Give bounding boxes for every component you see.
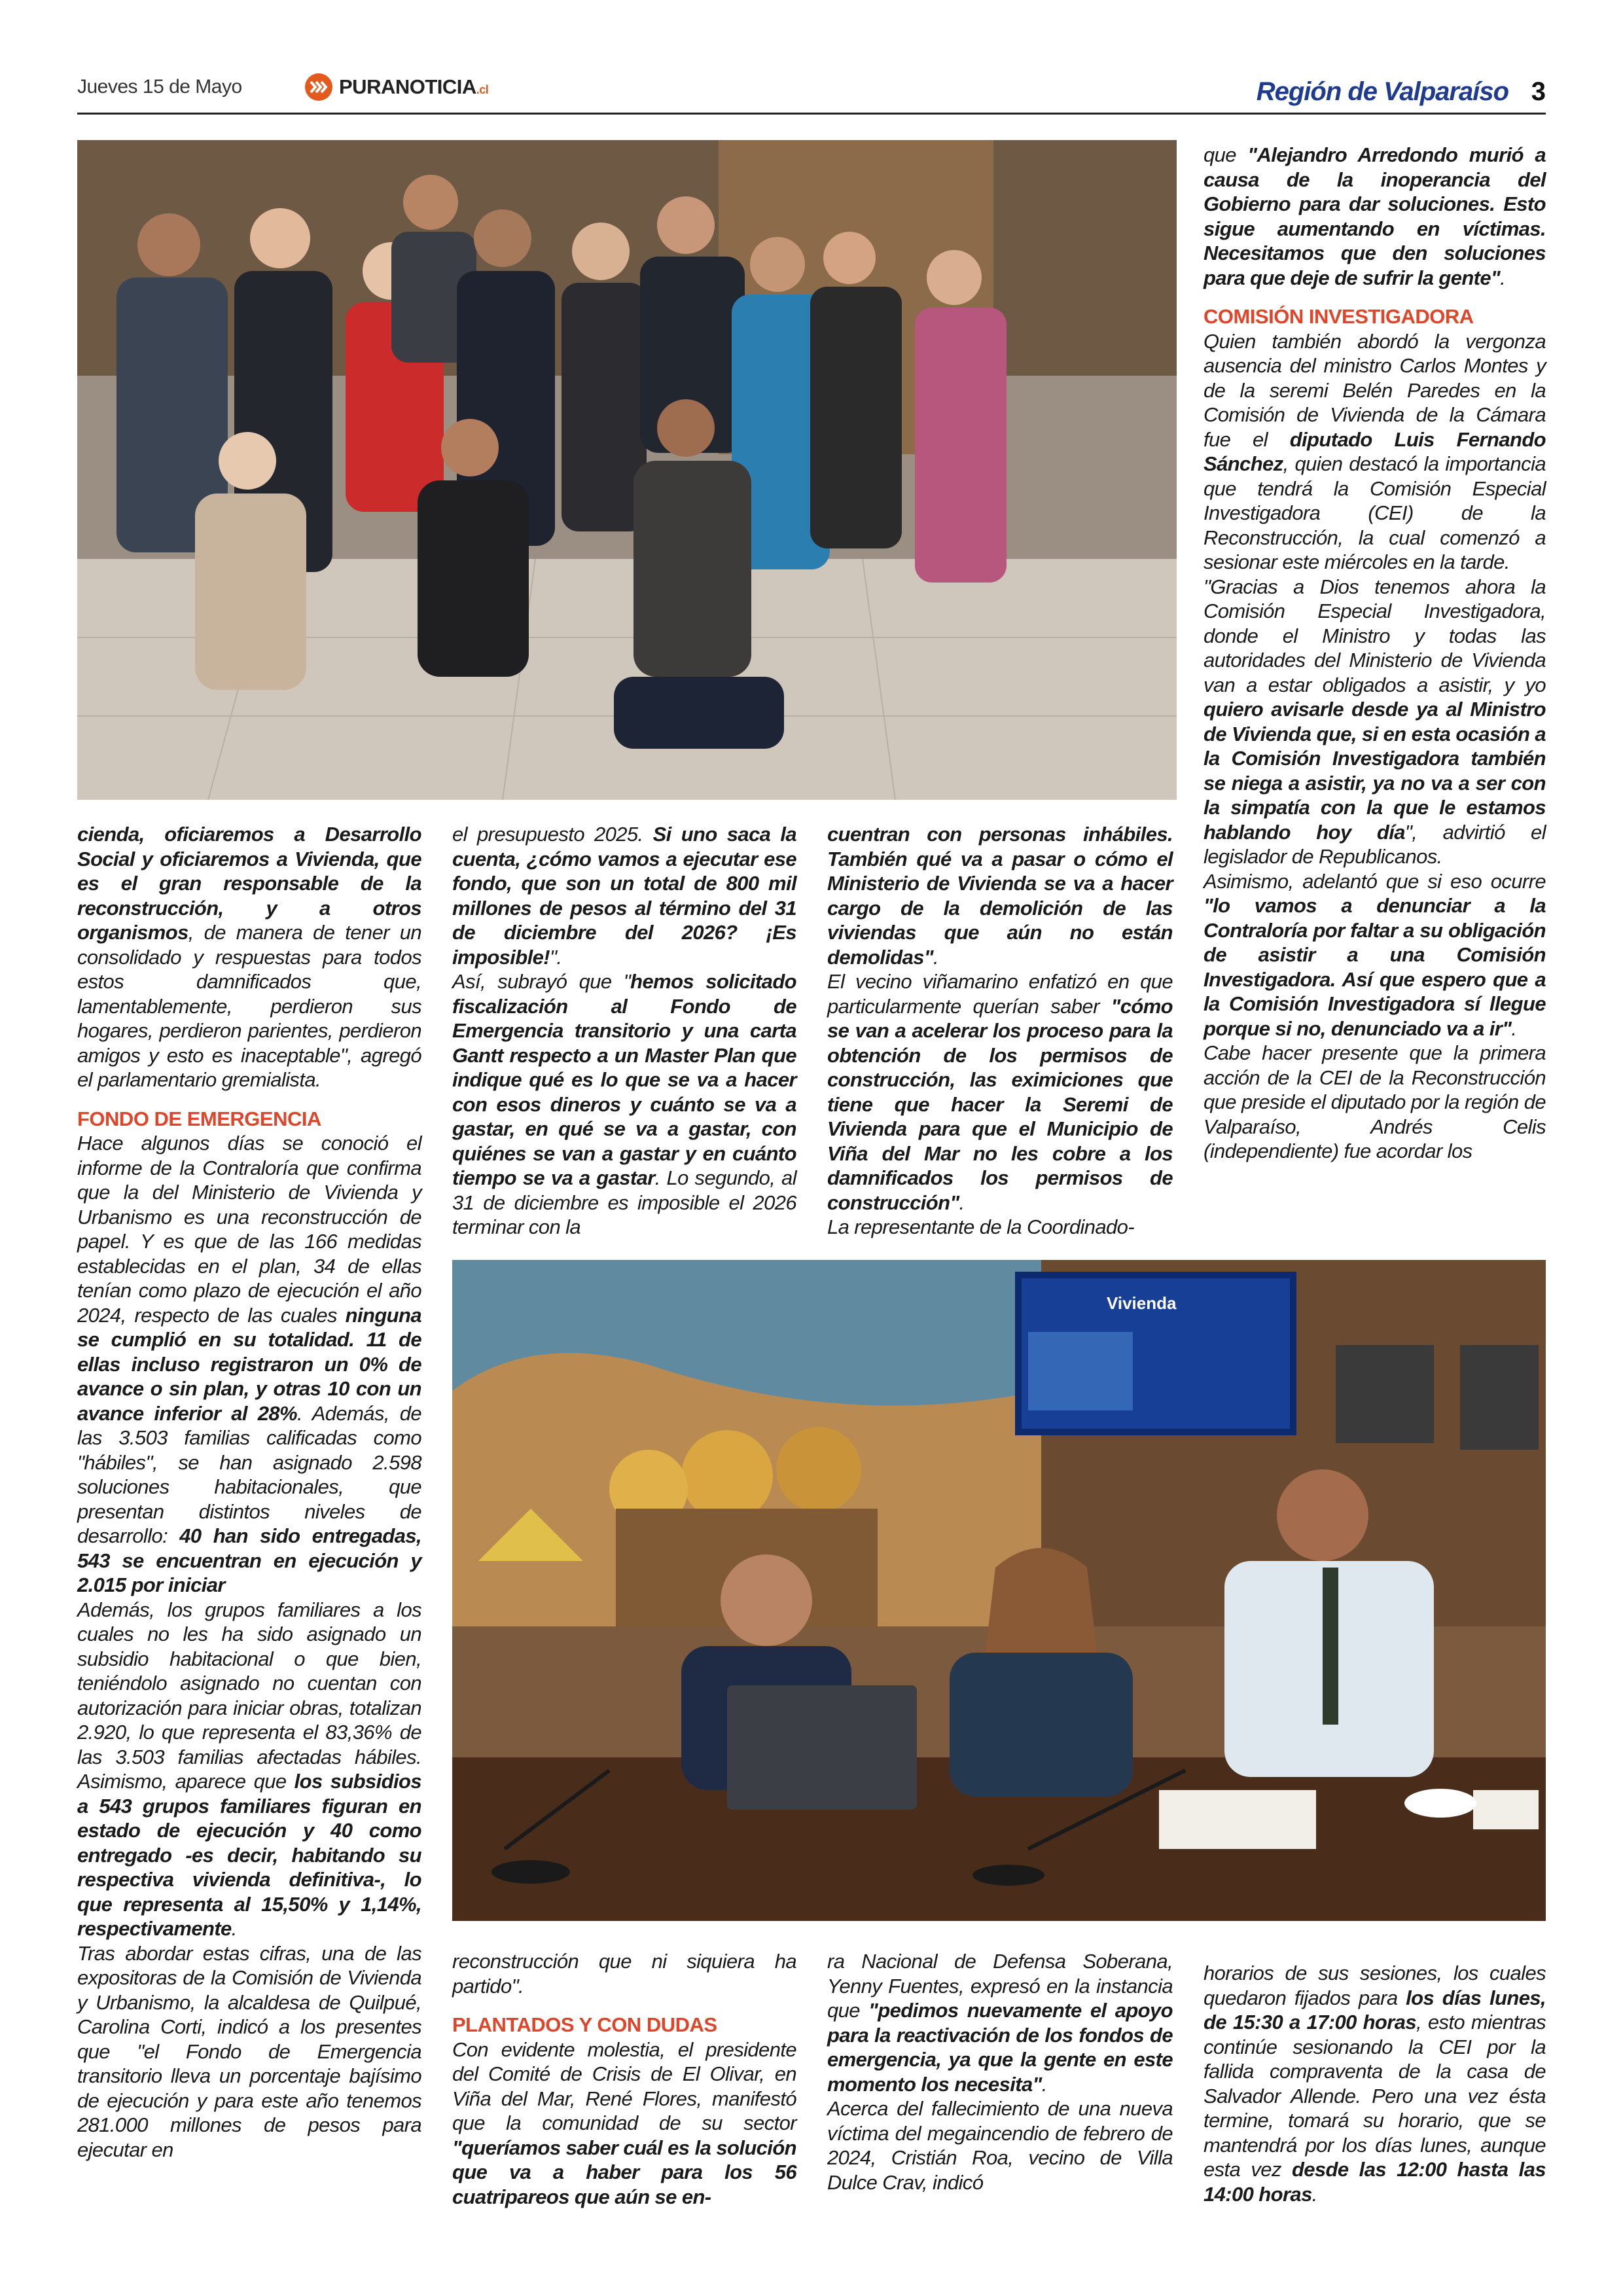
bold-text: cuentran con personas inhábiles. También qué va a pasar o cómo el Ministerio de Vivienda se va a hacer cargo de la demolición de las viviendas que aún no están demolidas": [827, 823, 1173, 969]
paragraph: [1204, 143, 1546, 290]
bold-text: ninguna se cumplió en su totalidad. 11 de ellas incluso registraron un 0% de avance o sin plan, y otras 10 con un avance inferior al 28%: [77, 1303, 421, 1425]
paragraph: [452, 969, 796, 1240]
paragraph: [1204, 1961, 1546, 2206]
text: .: [933, 945, 939, 969]
text: Quien también abordó la vergonza ausencia del ministro Carlos Montes y de la seremi Belén Paredes en la Comisión de Vivienda de la Cámara fue el: [1204, 329, 1546, 451]
header-rule: [77, 113, 1546, 115]
quote-text: "lo vamos a denunciar a la Contraloría por faltar a su obligación de asistir a una Comisión Investigadora. Así que espero que a la Comisión Investigadora sí llegue porque si no, denunciado va a ir": [1204, 894, 1546, 1040]
text: . Además, de las 3.503 familias calificadas como "hábiles", se han asignado 2.598 soluciones habitacionales, que presentan distintos niveles de desarrollo:: [77, 1401, 421, 1547]
text: ", advirtió el legislador de Republicanos.: [1204, 820, 1546, 868]
bottom-photo: [452, 1260, 1546, 1921]
text: Asimismo, adelantó que si eso ocurre: [1204, 869, 1546, 893]
column-2-bottom: [452, 1949, 796, 2209]
text: .: [1500, 266, 1506, 289]
quote-text: "Alejandro Arredondo murió a causa de la inoperancia del Gobierno para dar soluciones. Esto sigue aumentando en víctimas. Necesitamos que den soluciones para que deje de sufrir la gente": [1204, 143, 1546, 289]
text: .: [959, 1191, 965, 1214]
paragraph: La representante de la Coordinado-: [827, 1215, 1135, 1238]
paragraph: [77, 822, 421, 1092]
text: "Gracias a Dios tenemos ahora la Comisión Especial Investigadora, donde el Ministro y todas las autoridades del Ministerio de Vivienda van a estar obligados a asistir, y yo: [1204, 575, 1546, 696]
text: que: [1204, 143, 1248, 166]
text: , esto mientras continúe sesionando la CEI por la fallida compraventa de la casa de Salvador Allende. Pero una vez ésta termine, tomará su horario, que se mantendrá por los días lunes, aunque esta vez: [1204, 2011, 1546, 2181]
text: .: [1511, 1016, 1517, 1040]
text: ra Nacional de Defensa Soberana, Yenny Fuentes, expresó en la instancia que: [827, 1950, 1173, 2022]
paragraph: Cabe hacer presente que la primera acción de la CEI de la Reconstrucción que preside el diputado por la región de Valparaíso, Andrés Celis (independiente) fue acordar los: [1204, 1041, 1546, 1162]
page-date: Jueves 15 de Mayo: [77, 76, 242, 98]
bold-text: diputado Luis Fernando Sánchez: [1204, 427, 1546, 475]
text: ".: [550, 945, 562, 969]
text: , quien destacó la importancia que tendrá la Comisión Especial Investigadora (CEI) de la Reconstrucción, la cual comenzó a sesionar este miércoles en la tarde.: [1204, 452, 1546, 573]
text: Con evidente molestia, el presidente del Comité de Crisis de El Olivar, en Viña del Mar, René Flores, manifestó que la comunidad de su sector: [452, 2037, 796, 2134]
paragraph: [827, 1949, 1173, 2096]
quote-text: "queríamos saber cuál es la solución que va a haber para los 56 cuatripareos que aún se en-: [452, 2136, 796, 2208]
logo-arrows-icon: [305, 73, 332, 101]
quote-text: "cómo se van a acelerar los proceso para la obtención de los permisos de construcción, las eximiciones que tiene que hacer la Seremi de Vivienda para que el Municipio de Viña del Mar no les cobre a los damnificados los permisos de construcción": [827, 994, 1173, 1214]
paragraph: [827, 969, 1173, 1215]
paragraph: [77, 1598, 421, 1941]
column-2-top: [452, 822, 796, 1240]
bold-text: los días lunes, de 15:30 a 17:00 horas: [1204, 1986, 1546, 2034]
paragraph: [452, 2037, 796, 2210]
logo-suffix: .cl: [476, 83, 489, 96]
publication-logo: [305, 73, 488, 101]
text: .: [231, 1917, 237, 1940]
screen-title: Vivienda: [1107, 1293, 1177, 1313]
paragraph: [1204, 869, 1546, 1041]
paragraph: [77, 1131, 421, 1598]
text: horarios de sus sesiones, los cuales quedaron fijados para: [1204, 1962, 1546, 2009]
bold-text: Si uno saca la cuenta, ¿cómo vamos a ejecutar ese fondo, que son un total de 800 mil millones de pesos al término del 31 de diciembre del 2026? ¡Es imposible!: [452, 823, 796, 969]
page-number: 3: [1531, 77, 1546, 106]
bold-text: hemos solicitado fiscalización al Fondo de Emergencia transitorio y una carta Gantt respecto a un Master Plan que indique qué es lo que se va a hacer con esos dineros y cuánto se va a gastar, en qué se va a gastar, con quiénes se van a gastar y en cuánto tiempo se va a gastar: [452, 970, 796, 1189]
paragraph: [827, 822, 1173, 969]
top-photo: [77, 140, 1177, 800]
quote-text: "pedimos nuevamente el apoyo para la reactivación de los fondos de emergencia, ya que la gente en este momento los necesita": [827, 1999, 1173, 2096]
text: El vecino viñamarino enfatizó en que particularmente querían saber: [827, 970, 1173, 1018]
text: Además, los grupos familiares a los cuales no les ha sido asignado un subsidio habitacional o que bien, teniéndolo asignado no cuentan con autorización para iniciar obras, totalizan 2.920, lo que representa el 83,36% de las 3.503 familias afectadas hábiles. Asimismo, aparece que: [77, 1598, 421, 1793]
paragraph: Tras abordar estas cifras, una de las expositoras de la Comisión de Vivienda y Urbanismo, la alcaldesa de Quilpué, Carolina Corti, indicó a los presentes que "el Fondo de Emergencia transitorio lleva un porcentaje bajísimo de ejecución y para este año tenemos 281.000 millones de pesos para ejecutar en: [77, 1941, 421, 2161]
bold-text: 40 han sido entregadas, 543 se encuentran en ejecución y 2.015 por iniciar: [77, 1524, 422, 1596]
paragraph: reconstrucción que ni siquiera ha partido".: [452, 1950, 796, 1998]
paragraph: [1204, 329, 1546, 575]
column-3-bottom: [827, 1949, 1173, 2195]
text: , de manera de tener un consolidado y respuestas para todos estos damnificados que, lamentablemente, perdieron sus hogares, perdieron parientes, perdieron amigos y esto es inaceptable", agregó el parlamentario gremialista.: [77, 921, 421, 1091]
column-4-top: [1204, 143, 1546, 1164]
text: .: [1311, 2182, 1317, 2206]
text: el presupuesto 2025.: [452, 823, 653, 846]
paragraph: Acerca del fallecimiento de una nueva víctima del megaincendio de febrero de 2024, Cristián Roa, vecino de Villa Dulce Crav, indicó: [827, 2097, 1173, 2194]
bold-text: quiero avisarle desde ya al Ministro de Vivienda que, si en esta ocasión a la Comisión Investigadora también se niega a asistir, ya no va a ser con la simpatía con la que le estamos hablando hoy día: [1204, 698, 1546, 844]
bold-text: los subsidios a 543 grupos familiares figuran en estado de ejecución y 40 como entregado -es decir, habitando su respectiva vivienda definitiva-, lo que representa al 15,50% y 1,14%, respectivamente: [77, 1770, 421, 1940]
text: Hace algunos días se conoció el informe de la Contraloría que confirma que la del Ministerio de Vivienda y Urbanismo es una reconstrucción de papel. Y es que de las 166 medidas establecidas en el plan, 34 de ellas tenían como plazo de ejecución el año 2024, respecto de las cuales: [77, 1132, 421, 1327]
subheading-plantados: PLANTADOS Y CON DUDAS: [452, 2013, 717, 2036]
column-3-top: [827, 822, 1173, 1240]
subheading-fondo: FONDO DE EMERGENCIA: [77, 1107, 321, 1130]
text: Así, subrayó que ": [452, 970, 631, 993]
paragraph: [452, 822, 796, 969]
bold-text: cienda, oficiaremos a Desarrollo Social y oficiaremos a Vivienda, que es el gran responsable de la reconstrucción, y a otros organismos: [77, 823, 421, 944]
column-1: [77, 822, 421, 2162]
subheading-comision: COMISIÓN INVESTIGADORA: [1204, 305, 1474, 328]
section-title: Región de Valparaíso: [1256, 77, 1508, 106]
text: . Lo segundo, al 31 de diciembre es imposible el 2026 terminar con la: [452, 1166, 796, 1238]
column-4-bottom: [1204, 1961, 1546, 2206]
text: .: [1041, 2072, 1047, 2096]
paragraph: [1204, 575, 1546, 869]
logo-name: PURANOTICIA: [339, 75, 476, 98]
bold-text: desde las 12:00 hasta las 14:00 horas: [1204, 2158, 1546, 2206]
